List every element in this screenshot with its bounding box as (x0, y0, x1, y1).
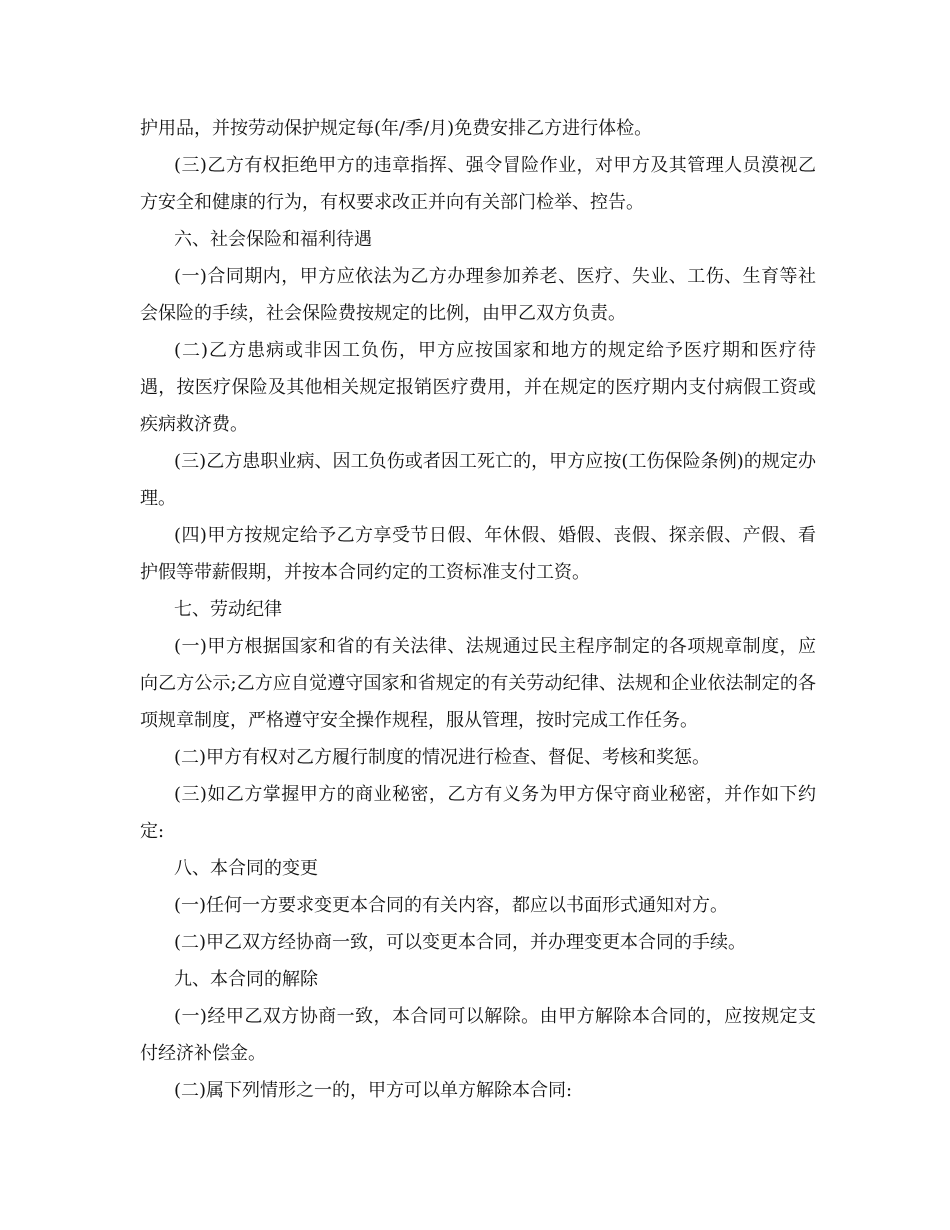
paragraph: (一)经甲乙双方协商一致，本合同可以解除。由甲方解除本合同的，应按规定支付经济补偿金。 (140, 1006, 816, 1064)
section-heading: 九、本合同的解除 (174, 969, 318, 990)
paragraph: (三)如乙方掌握甲方的商业秘密，乙方有义务为甲方保守商业秘密，并作如下约定: (140, 784, 816, 842)
paragraph: (一)合同期内，甲方应依法为乙方办理参加养老、医疗、失业、工伤、生育等社会保险的手续，社会保险费按规定的比例，由甲乙双方负责。 (140, 266, 816, 324)
paragraph: (二)甲方有权对乙方履行制度的情况进行检查、督促、考核和奖惩。 (174, 747, 711, 768)
paragraph: (一)任何一方要求变更本合同的有关内容，都应以书面形式通知对方。 (174, 895, 729, 916)
paragraph: (二)属下列情形之一的，甲方可以单方解除本合同: (174, 1080, 573, 1101)
section-heading: 六、社会保险和福利待遇 (174, 229, 372, 250)
paragraph: (一)甲方根据国家和省的有关法律、法规通过民主程序制定的各项规章制度，应向乙方公示;乙方应自觉遵守国家和省规定的有关劳动纪律、法规和企业依法制定的各项规章制度，严格遵守安全操作规程，服从管理，按时完成工作任务。 (140, 636, 816, 731)
paragraph: (二)乙方患病或非因工负伤，甲方应按国家和地方的规定给予医疗期和医疗待遇，按医疗保险及其他相关规定报销医疗费用，并在规定的医疗期内支付病假工资或疾病救济费。 (140, 340, 816, 435)
section-heading: 七、劳动纪律 (174, 599, 282, 620)
paragraph: (三)乙方有权拒绝甲方的违章指挥、强令冒险作业，对甲方及其管理人员漠视乙方安全和健康的行为，有权要求改正并向有关部门检举、控告。 (140, 155, 816, 213)
paragraph: (二)甲乙双方经协商一致，可以变更本合同，并办理变更本合同的手续。 (174, 932, 747, 953)
paragraph: (四)甲方按规定给予乙方享受节日假、年休假、婚假、丧假、探亲假、产假、看护假等带薪假期，并按本合同约定的工资标准支付工资。 (140, 525, 816, 583)
section-heading: 八、本合同的变更 (174, 858, 318, 879)
paragraph: (三)乙方患职业病、因工负伤或者因工死亡的，甲方应按(工伤保险条例)的规定办理。 (140, 451, 816, 509)
document-body (140, 110, 816, 1109)
paragraph: 护用品，并按劳动保护规定每(年/季/月)免费安排乙方进行体检。 (140, 118, 653, 139)
